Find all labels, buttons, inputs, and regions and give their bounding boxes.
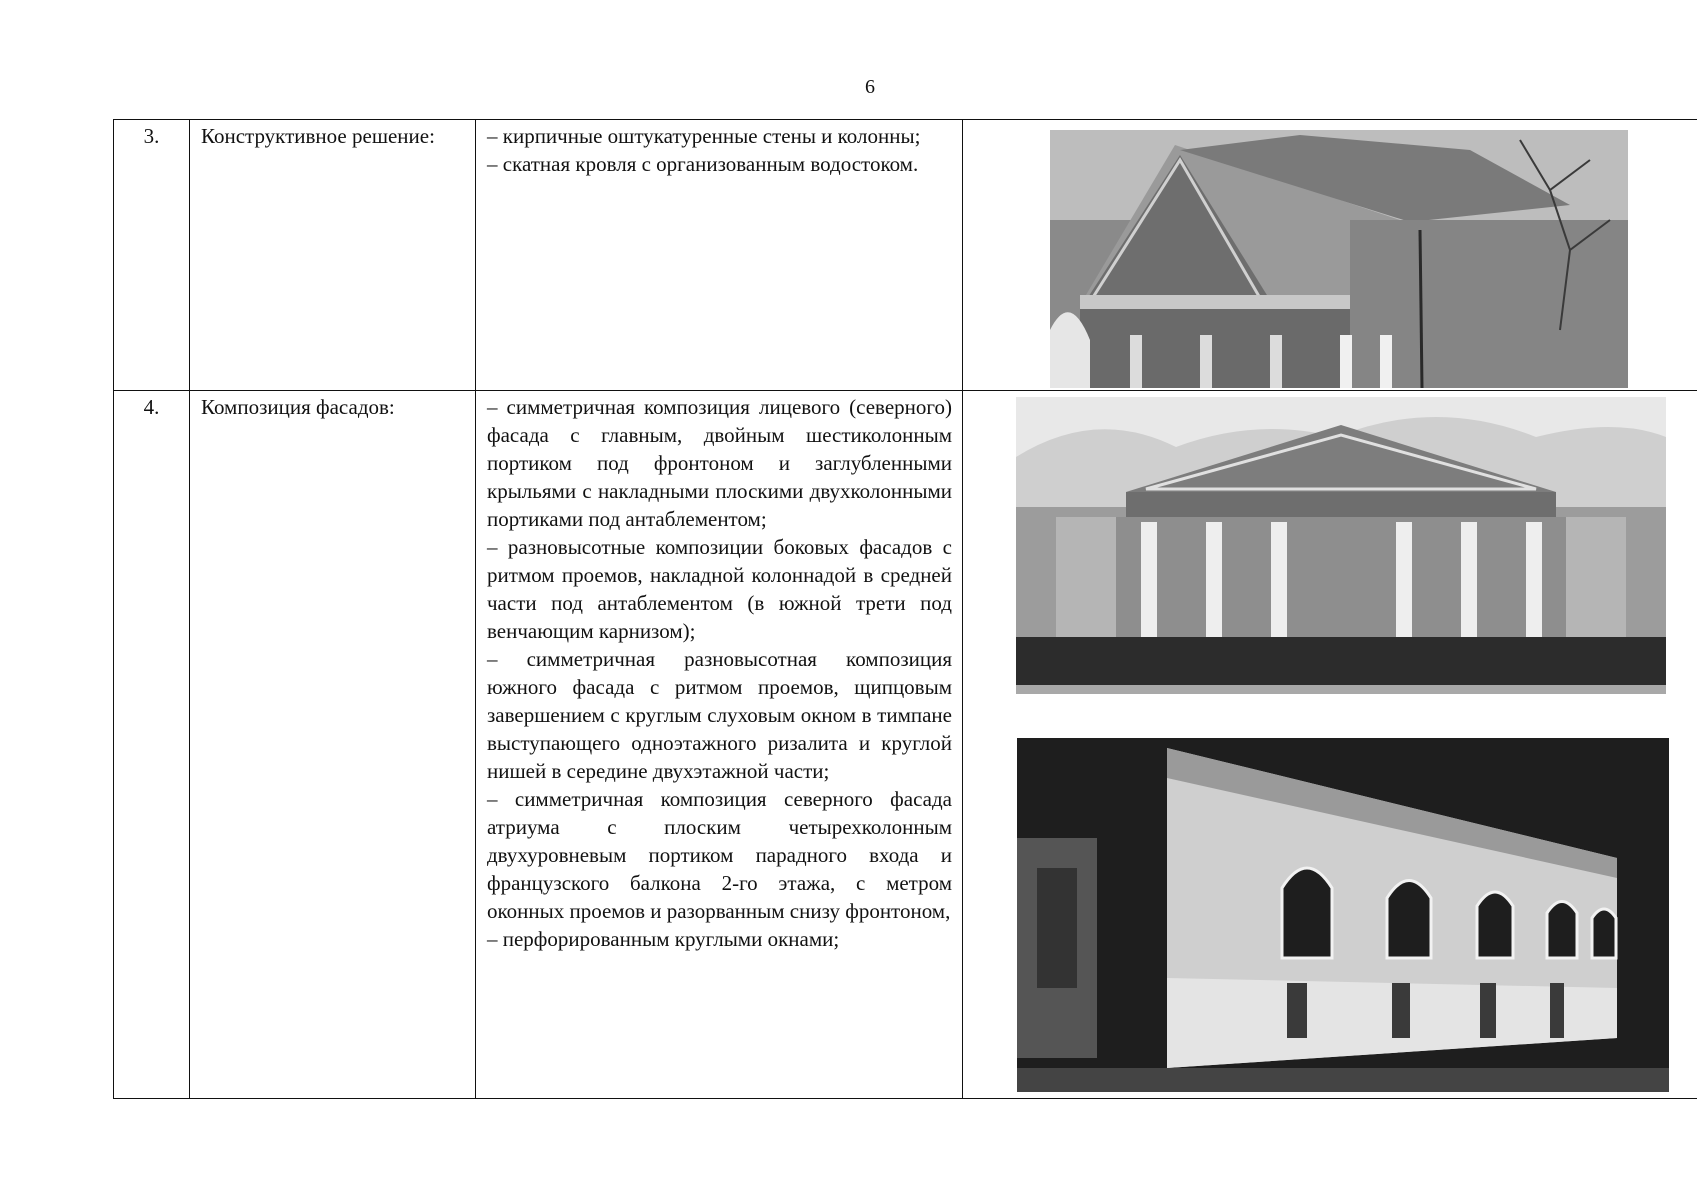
photo-cell [963, 391, 1697, 1099]
building-front-photo [1016, 397, 1666, 694]
page-number: 6 [865, 76, 875, 98]
row-name: Конструктивное решение: [190, 120, 476, 391]
description-item: – кирпичные оштукатуренные стены и колонны; [487, 124, 921, 148]
description-item: – перфорированным круглыми окнами; [487, 927, 840, 951]
table-row [114, 391, 1697, 1099]
row-number: 3. [114, 120, 190, 391]
description-item: – симметричная разновысотная композиция южного фасада с ритмом проемов, щипцовым завершением с круглым слуховым окном в тимпане выступающего одноэтажного ризалита и круглой нишей в середине двухэтажной части; [487, 647, 952, 783]
building-south-facade-photo [1017, 738, 1669, 1092]
building-side-photo [1050, 130, 1628, 388]
description-item: – разновысотные композиции боковых фасадов с ритмом проемов, накладной колоннадой в средней части под антаблементом (в южной трети под венчающим карнизом); [487, 535, 952, 643]
row-description [476, 120, 963, 391]
description-item: – симметричная композиция лицевого (северного) фасада с главным, двойным шестиколонным портиком под фронтоном и заглубленными крыльями с накладными плоскими двухколонными портиками под антаблементом; [487, 395, 952, 531]
document-table [113, 119, 1697, 1099]
photo-cell [963, 120, 1697, 391]
row-description [476, 391, 963, 1099]
row-number: 4. [114, 391, 190, 1099]
row-name: Композиция фасадов: [190, 391, 476, 1099]
description-item: – симметричная композиция северного фасада атриума с плоским четырехколонным двухуровневым портиком парадного входа и французского балкона 2-го этажа, с метром оконных проемов и разорванным снизу фронтоном, [487, 787, 952, 923]
table-row [114, 120, 1697, 391]
description-item: – скатная кровля с организованным водостоком. [487, 152, 919, 176]
